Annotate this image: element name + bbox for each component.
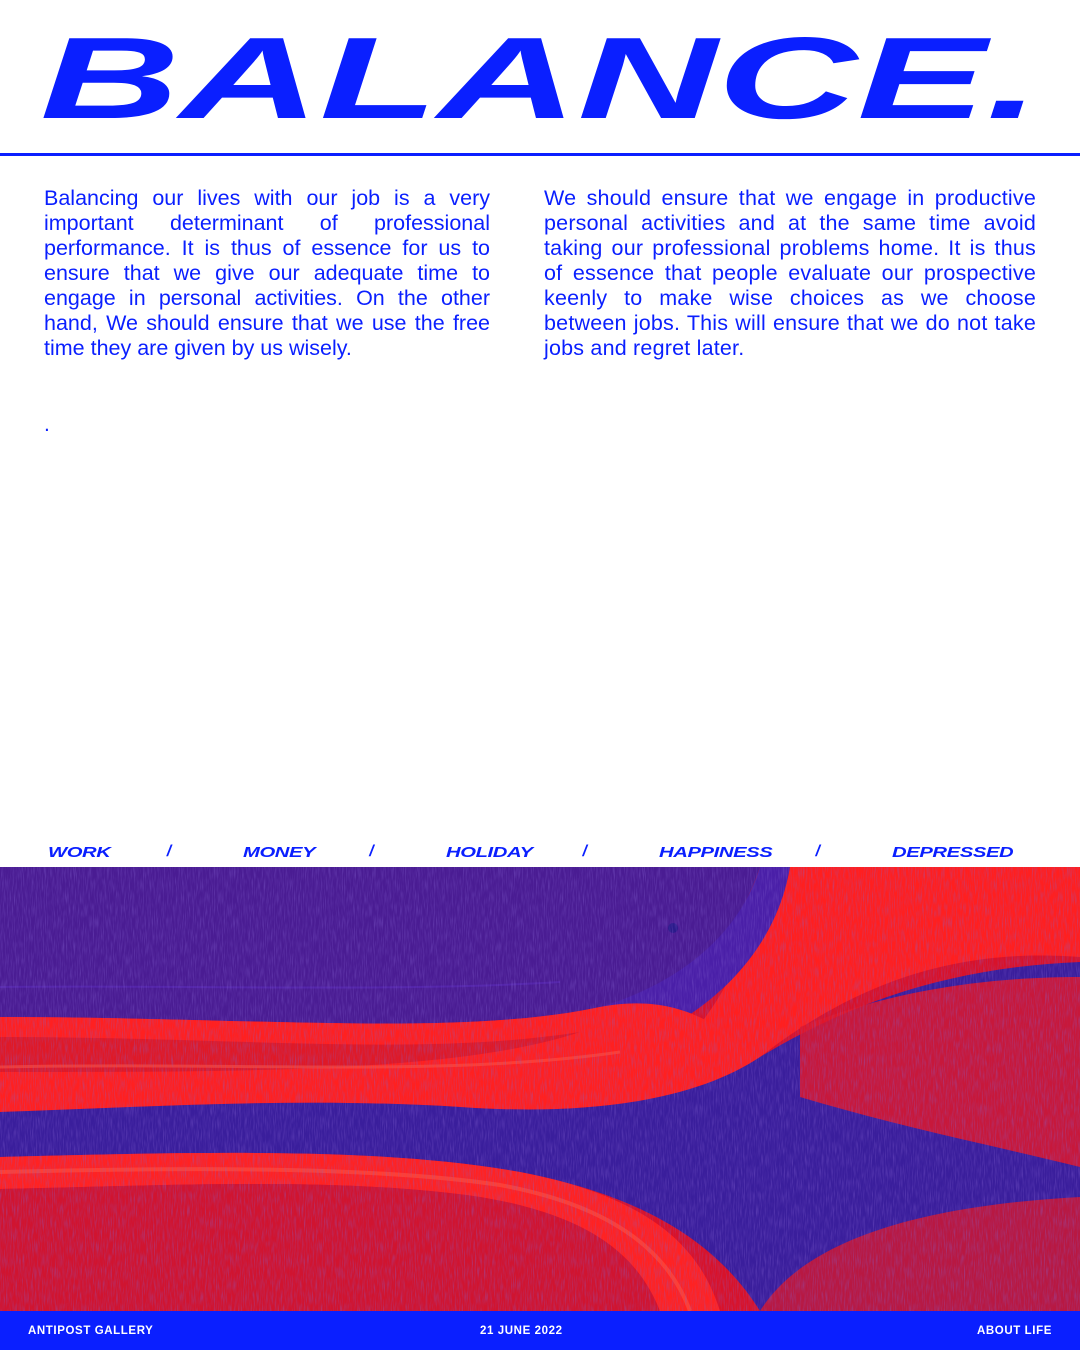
trailing-dot: . — [44, 413, 50, 436]
tag-money: MONEY — [243, 843, 316, 861]
title-wordmark — [0, 0, 1080, 154]
footer-date: 21 JUNE 2022 — [480, 1325, 563, 1337]
tag-holiday: HOLIDAY — [445, 843, 533, 861]
poster-title — [0, 0, 1080, 154]
footer-subject: ABOUT LIFE — [977, 1325, 1052, 1337]
tag-separator: / — [582, 843, 587, 860]
flow-pattern-image — [0, 867, 1080, 1311]
footer-bar — [0, 1311, 1080, 1350]
tag-separator: / — [166, 843, 171, 860]
tag-work: WORK — [48, 843, 111, 861]
title-text: BALANCE. — [40, 13, 1040, 143]
topic-tags — [48, 840, 1032, 864]
tag-happiness: HAPPINESS — [659, 843, 773, 861]
footer-gallery: ANTIPOST GALLERY — [28, 1325, 154, 1337]
left-paragraph: Balancing our lives with our job is a very important determinant of professional performance. It is thus of essence for us to ensure that we give our adequate time to engage in personal activities. On the other hand, We should ensure that we use the free time they are given by us wisely. — [44, 186, 490, 360]
right-paragraph: We should ensure that we engage in productive personal activities and at the same time avoid taking our professional problems home. It is thus of essence that people evaluate our prospective keenly to make wise choices as we choose between jobs. This will ensure that we do not take jobs and regret later. — [544, 186, 1036, 360]
tag-depressed: DEPRESSED — [892, 843, 1014, 861]
title-divider — [0, 153, 1080, 156]
tag-separator: / — [815, 843, 820, 860]
abstract-artwork — [0, 867, 1080, 1311]
tag-separator: / — [369, 843, 374, 860]
